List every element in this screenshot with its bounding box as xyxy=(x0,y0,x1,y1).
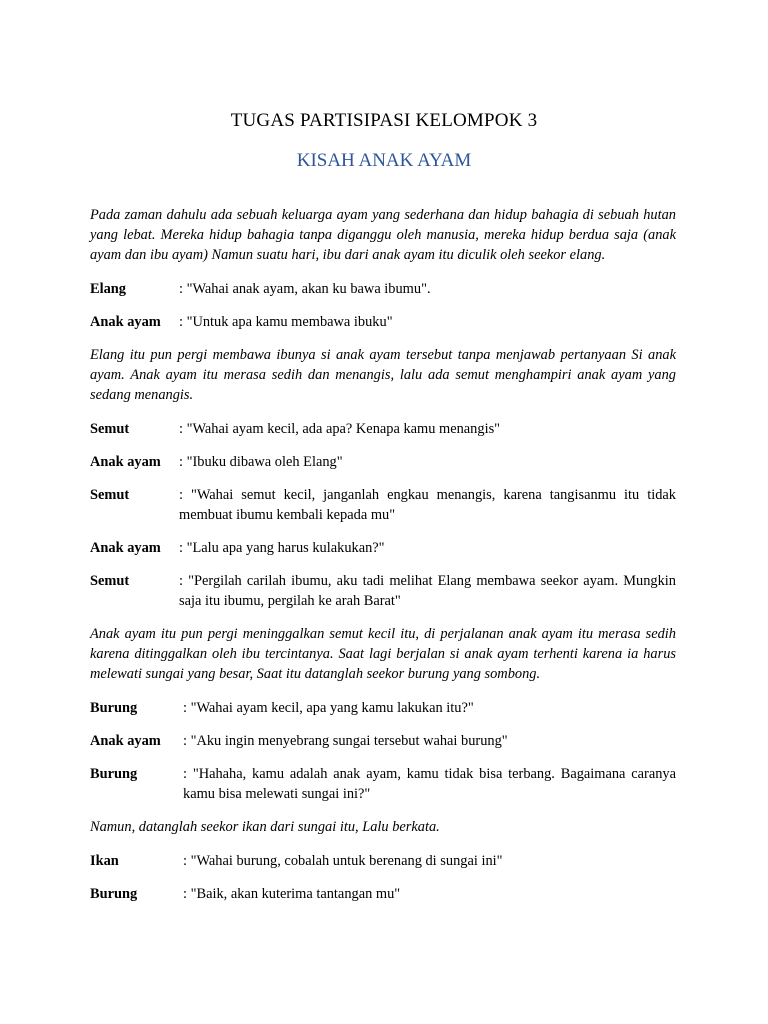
speaker-name: Anak ayam xyxy=(90,314,161,330)
narration-paragraph: Pada zaman dahulu ada sebuah keluarga ayam yang sederhana dan hidup bahagia di sebuah hutan yang lebat. Mereka hidup bahagia tanpa diganggu oleh manusia, mereka hidup berdua saja (anak ayam dan ibu ayam) Namun suatu hari, ibu dari anak ayam itu diculik oleh seekor elang. xyxy=(90,207,676,263)
speech-text: : "Wahai ayam kecil, ada apa? Kenapa kamu menangis" xyxy=(179,421,501,437)
speech-text: : "Aku ingin menyebrang sungai tersebut wahai burung" xyxy=(183,733,508,749)
story-body xyxy=(90,205,676,917)
speaker-name: Ikan xyxy=(90,853,119,869)
speaker-name: Anak ayam xyxy=(90,733,161,749)
speech-text: : "Wahai semut kecil, janganlah engkau menangis, karena tangisanmu itu tidak membuat ibumu kembali kepada mu" xyxy=(179,487,676,523)
narration-paragraph: Elang itu pun pergi membawa ibunya si anak ayam tersebut tanpa menjawab pertanyaan Si anak ayam. Anak ayam itu merasa sedih dan menangis, lalu ada semut menghampiri anak ayam yang sedang menangis. xyxy=(90,347,676,403)
speech-text: : "Wahai ayam kecil, apa yang kamu lakukan itu?" xyxy=(183,700,474,716)
dialogue-line xyxy=(90,851,676,871)
speech-text: : "Ibuku dibawa oleh Elang" xyxy=(179,454,343,470)
speaker-name: Burung xyxy=(90,766,138,782)
speaker-name: Anak ayam xyxy=(90,540,161,556)
dialogue-line xyxy=(90,452,676,472)
narration-paragraph: Namun, datanglah seekor ikan dari sungai itu, Lalu berkata. xyxy=(90,819,440,835)
story-title: KISAH ANAK AYAM xyxy=(296,150,472,171)
dialogue-line xyxy=(90,538,676,558)
speech-text: : "Wahai burung, cobalah untuk berenang di sungai ini" xyxy=(183,853,503,869)
speech-text: : "Hahaha, kamu adalah anak ayam, kamu tidak bisa terbang. Bagaimana caranya kamu bisa melewati sungai ini?" xyxy=(183,766,676,802)
document-title: TUGAS PARTISIPASI KELOMPOK 3 xyxy=(230,110,538,131)
speaker-name: Elang xyxy=(90,281,126,297)
dialogue-line xyxy=(90,571,676,611)
dialogue-line xyxy=(90,764,676,804)
dialogue-line xyxy=(90,312,676,332)
speech-text: : "Pergilah carilah ibumu, aku tadi melihat Elang membawa seekor ayam. Mungkin saja itu ibumu, pergilah ke arah Barat" xyxy=(179,573,676,609)
speech-text: : "Baik, akan kuterima tantangan mu" xyxy=(183,886,401,902)
speaker-name: Semut xyxy=(90,487,130,503)
speaker-name: Burung xyxy=(90,886,138,902)
dialogue-line xyxy=(90,485,676,525)
dialogue-line xyxy=(90,419,676,439)
narration-paragraph: Anak ayam itu pun pergi meninggalkan semut kecil itu, di perjalanan anak ayam itu merasa sedih karena ditinggalkan oleh ibu tercintanya. Saat lagi berjalan si anak ayam terhenti karena ia harus melewati sungai yang besar, Saat itu datanglah seekor burung yang sombong. xyxy=(90,626,676,682)
dialogue-line xyxy=(90,279,676,299)
dialogue-line xyxy=(90,884,676,904)
speaker-name: Semut xyxy=(90,421,130,437)
speaker-name: Burung xyxy=(90,700,138,716)
dialogue-line xyxy=(90,698,676,718)
dialogue-line xyxy=(90,731,676,751)
speech-text: : "Lalu apa yang harus kulakukan?" xyxy=(179,540,385,556)
speech-text: : "Wahai anak ayam, akan ku bawa ibumu". xyxy=(179,281,431,297)
speaker-name: Semut xyxy=(90,573,130,589)
speaker-name: Anak ayam xyxy=(90,454,161,470)
speech-text: : "Untuk apa kamu membawa ibuku" xyxy=(179,314,393,330)
